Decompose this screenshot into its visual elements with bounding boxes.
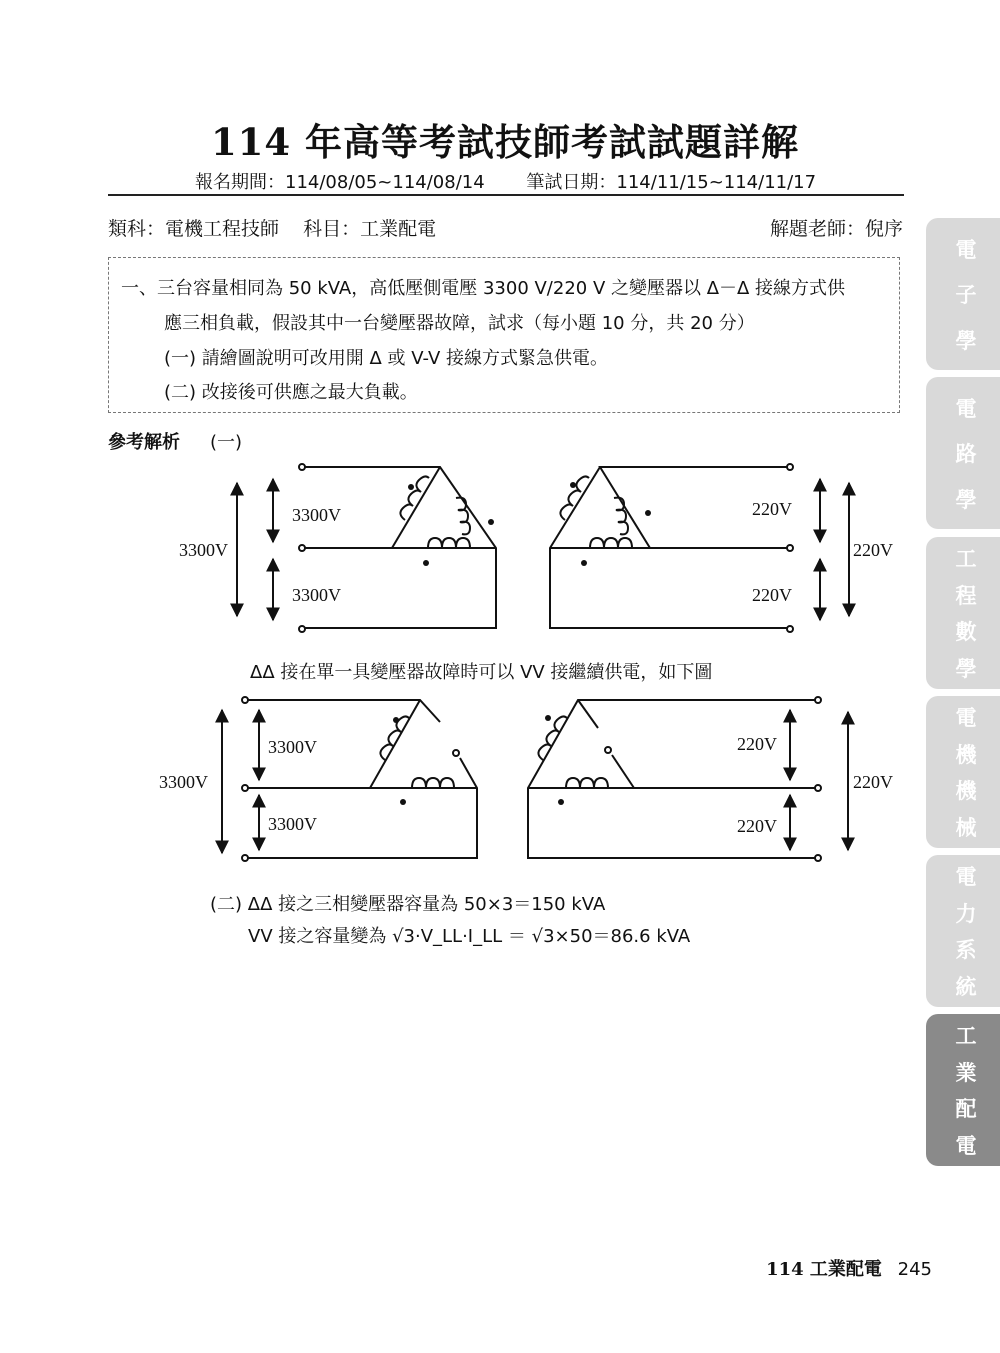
- vv-lv-diagram: [528, 697, 848, 861]
- tab-char: 械: [955, 815, 977, 840]
- tab-char: 統: [955, 974, 977, 999]
- tab-char: 系: [955, 938, 977, 963]
- question-line-2: 應三相負載，假設其中一台變壓器故障，試求（每小題 10 分，共 20 分）: [164, 313, 755, 334]
- side-tab-circuits[interactable]: [926, 377, 1000, 529]
- answer-part-2-line-1: (二) ΔΔ 接之三相變壓器容量為 50×3＝150 kVA: [210, 894, 606, 915]
- registration-period: 報名期間：114/08/05~114/08/14: [195, 172, 485, 193]
- hv-phase-label-3: 3300V: [268, 737, 317, 757]
- lv-phase-label-4: 220V: [737, 816, 777, 836]
- side-tab-engineering-math[interactable]: [926, 537, 1000, 689]
- page-title: 114 年高等考試技師考試試題詳解: [210, 120, 800, 164]
- category: 類科：電機工程技師: [108, 218, 280, 240]
- teacher: 解題老師：倪序: [769, 218, 903, 240]
- lv-phase-label-3: 220V: [737, 734, 777, 754]
- tab-char: 電: [955, 1133, 977, 1158]
- tab-char: 子: [955, 283, 977, 307]
- delta-delta-lv-diagram: [550, 464, 849, 632]
- hv-phase-label-2: 3300V: [292, 585, 341, 605]
- hv-line-label-2: 3300V: [159, 772, 208, 792]
- answer-part-1: (一): [210, 432, 243, 453]
- tab-char: 力: [955, 901, 977, 926]
- tab-char: 工: [955, 547, 977, 572]
- delta-delta-hv-diagram: [237, 464, 496, 632]
- side-tab-electric-machinery[interactable]: [926, 696, 1000, 848]
- tab-char: 電: [955, 706, 977, 731]
- tab-char: 路: [955, 442, 977, 466]
- page-footer: [766, 1255, 932, 1281]
- lv-phase-label-2: 220V: [752, 585, 792, 605]
- question-line-4: (二) 改接後可供應之最大負載。: [164, 382, 418, 403]
- tab-char: 電: [955, 396, 977, 421]
- hv-line-label-1: 3300V: [179, 540, 228, 560]
- hv-phase-label-4: 3300V: [268, 814, 317, 834]
- tab-char: 學: [955, 656, 977, 681]
- tab-char: 程: [955, 583, 977, 608]
- exam-date: 筆試日期：114/11/15~114/11/17: [526, 172, 817, 193]
- vv-note: ΔΔ 接在單一具變壓器故障時可以 VV 接繼續供電，如下圖: [250, 662, 713, 683]
- subject: 科目：工業配電: [303, 218, 437, 240]
- tab-char: 工: [955, 1024, 977, 1049]
- tab-char: 機: [955, 779, 977, 804]
- vv-hv-diagram: [222, 697, 477, 861]
- tab-char: 配: [955, 1097, 977, 1122]
- side-tab-electronics[interactable]: [926, 218, 1000, 370]
- page-number: 245: [897, 1259, 932, 1280]
- footer-chapter: 114 工業配電: [766, 1259, 882, 1280]
- side-tab-power-systems[interactable]: [926, 855, 1000, 1007]
- tab-char: 業: [955, 1060, 977, 1085]
- lv-phase-label-1: 220V: [752, 499, 792, 519]
- question-line-3: (一) 請繪圖說明可改用開 Δ 或 V-V 接線方式緊急供電。: [164, 348, 608, 369]
- tab-char: 機: [955, 742, 977, 767]
- tab-char: 電: [955, 237, 977, 262]
- lv-line-label-2: 220V: [853, 772, 893, 792]
- tab-char: 學: [955, 487, 977, 512]
- answer-part-2-line-2: VV 接之容量變為 √3·V_LL·I_LL ＝ √3×50＝86.6 kVA: [248, 926, 691, 947]
- side-tab-industrial-distribution[interactable]: [926, 1014, 1000, 1166]
- hv-phase-label-1: 3300V: [292, 505, 341, 525]
- tab-char: 數: [955, 620, 977, 645]
- tab-char: 學: [955, 328, 977, 353]
- question-line-1: 一、三台容量相同為 50 kVA，高低壓側電壓 3300 V/220 V 之變壓器以 Δ－Δ 接線方式供: [121, 278, 846, 299]
- answer-heading: 參考解析: [108, 432, 180, 453]
- tab-char: 電: [955, 865, 977, 890]
- lv-line-label-1: 220V: [853, 540, 893, 560]
